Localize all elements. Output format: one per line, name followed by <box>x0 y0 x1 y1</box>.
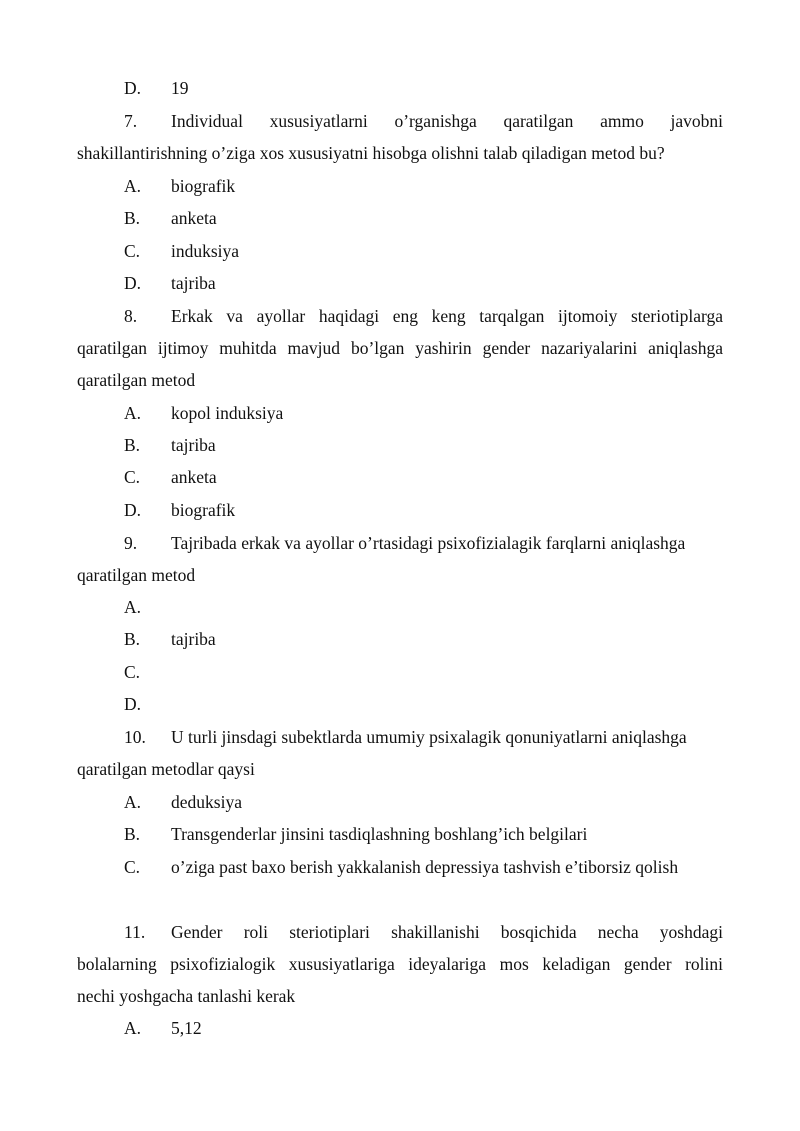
question-number: 7. <box>124 111 138 131</box>
option-letter: B. <box>124 824 141 844</box>
option-letter: A. <box>124 792 142 812</box>
option-letter: A. <box>124 1018 142 1038</box>
option-text: tajriba <box>171 435 216 455</box>
option-letter: C. <box>124 241 141 261</box>
option-letter: A. <box>124 403 142 423</box>
question-text-line: qaratilgan metodlar qaysi <box>77 759 255 779</box>
option-text: kopol induksiya <box>171 403 284 423</box>
option-letter: B. <box>124 435 141 455</box>
option-letter: C. <box>124 662 141 682</box>
question-text-line: Erkak va ayollar haqidagi eng keng tarqalgan ijtomoiy steriotiplarga <box>171 306 723 326</box>
option-text: o’ziga past baxo berish yakkalanish depressiya tashvish e’tiborsiz qolish <box>171 857 679 877</box>
option-letter: B. <box>124 629 141 649</box>
option-letter: C. <box>124 857 141 877</box>
question-number: 9. <box>124 533 138 553</box>
option-letter: D. <box>124 273 142 293</box>
question-text-line: Gender roli steriotiplari shakillanishi bosqichida necha yoshdagi <box>171 922 723 942</box>
question-text-line: nechi yoshgacha tanlashi kerak <box>77 986 296 1006</box>
option-text: anketa <box>171 467 217 487</box>
option-text: tajriba <box>171 629 216 649</box>
option-letter: D. <box>124 694 142 714</box>
option-letter: C. <box>124 467 141 487</box>
option-letter: A. <box>124 597 142 617</box>
option-text: tajriba <box>171 273 216 293</box>
question-text-line: bolalarning psixofizialogik xususiyatlariga ideyalariga mos keladigan gender rolini <box>77 954 723 974</box>
question-text-line: Individual xususiyatlarni o’rganishga qaratilgan ammo javobni <box>171 111 723 131</box>
option-letter: A. <box>124 176 142 196</box>
question-number: 8. <box>124 306 138 326</box>
option-text: biografik <box>171 500 236 520</box>
option-text: anketa <box>171 208 217 228</box>
question-text-line: qaratilgan metod <box>77 370 196 390</box>
question-text-line: U turli jinsdagi subektlarda umumiy psixalagik qonuniyatlarni aniqlashga <box>171 727 687 747</box>
question-text-line: Tajribada erkak va ayollar o’rtasidagi psixofizialagik farqlarni aniqlashga <box>171 533 686 553</box>
option-text: induksiya <box>171 241 240 261</box>
option-letter: B. <box>124 208 141 228</box>
question-number: 11. <box>124 922 146 942</box>
question-text-line: qaratilgan ijtimoy muhitda mavjud bo’lgan yashirin gender nazariyalarini aniqlashga <box>77 338 723 358</box>
option-text: 5,12 <box>171 1018 202 1038</box>
option-text: 19 <box>171 78 189 98</box>
question-number: 10. <box>124 727 146 747</box>
option-text: deduksiya <box>171 792 242 812</box>
option-letter: D. <box>124 500 142 520</box>
question-text-line: qaratilgan metod <box>77 565 196 585</box>
question-text-line: shakillantirishning o’ziga xos xususiyatni hisobga olishni talab qiladigan metod bu? <box>77 143 665 163</box>
option-text: Transgenderlar jinsini tasdiqlashning boshlang’ich belgilari <box>171 824 588 844</box>
option-text: biografik <box>171 176 236 196</box>
option-letter: D. <box>124 78 142 98</box>
